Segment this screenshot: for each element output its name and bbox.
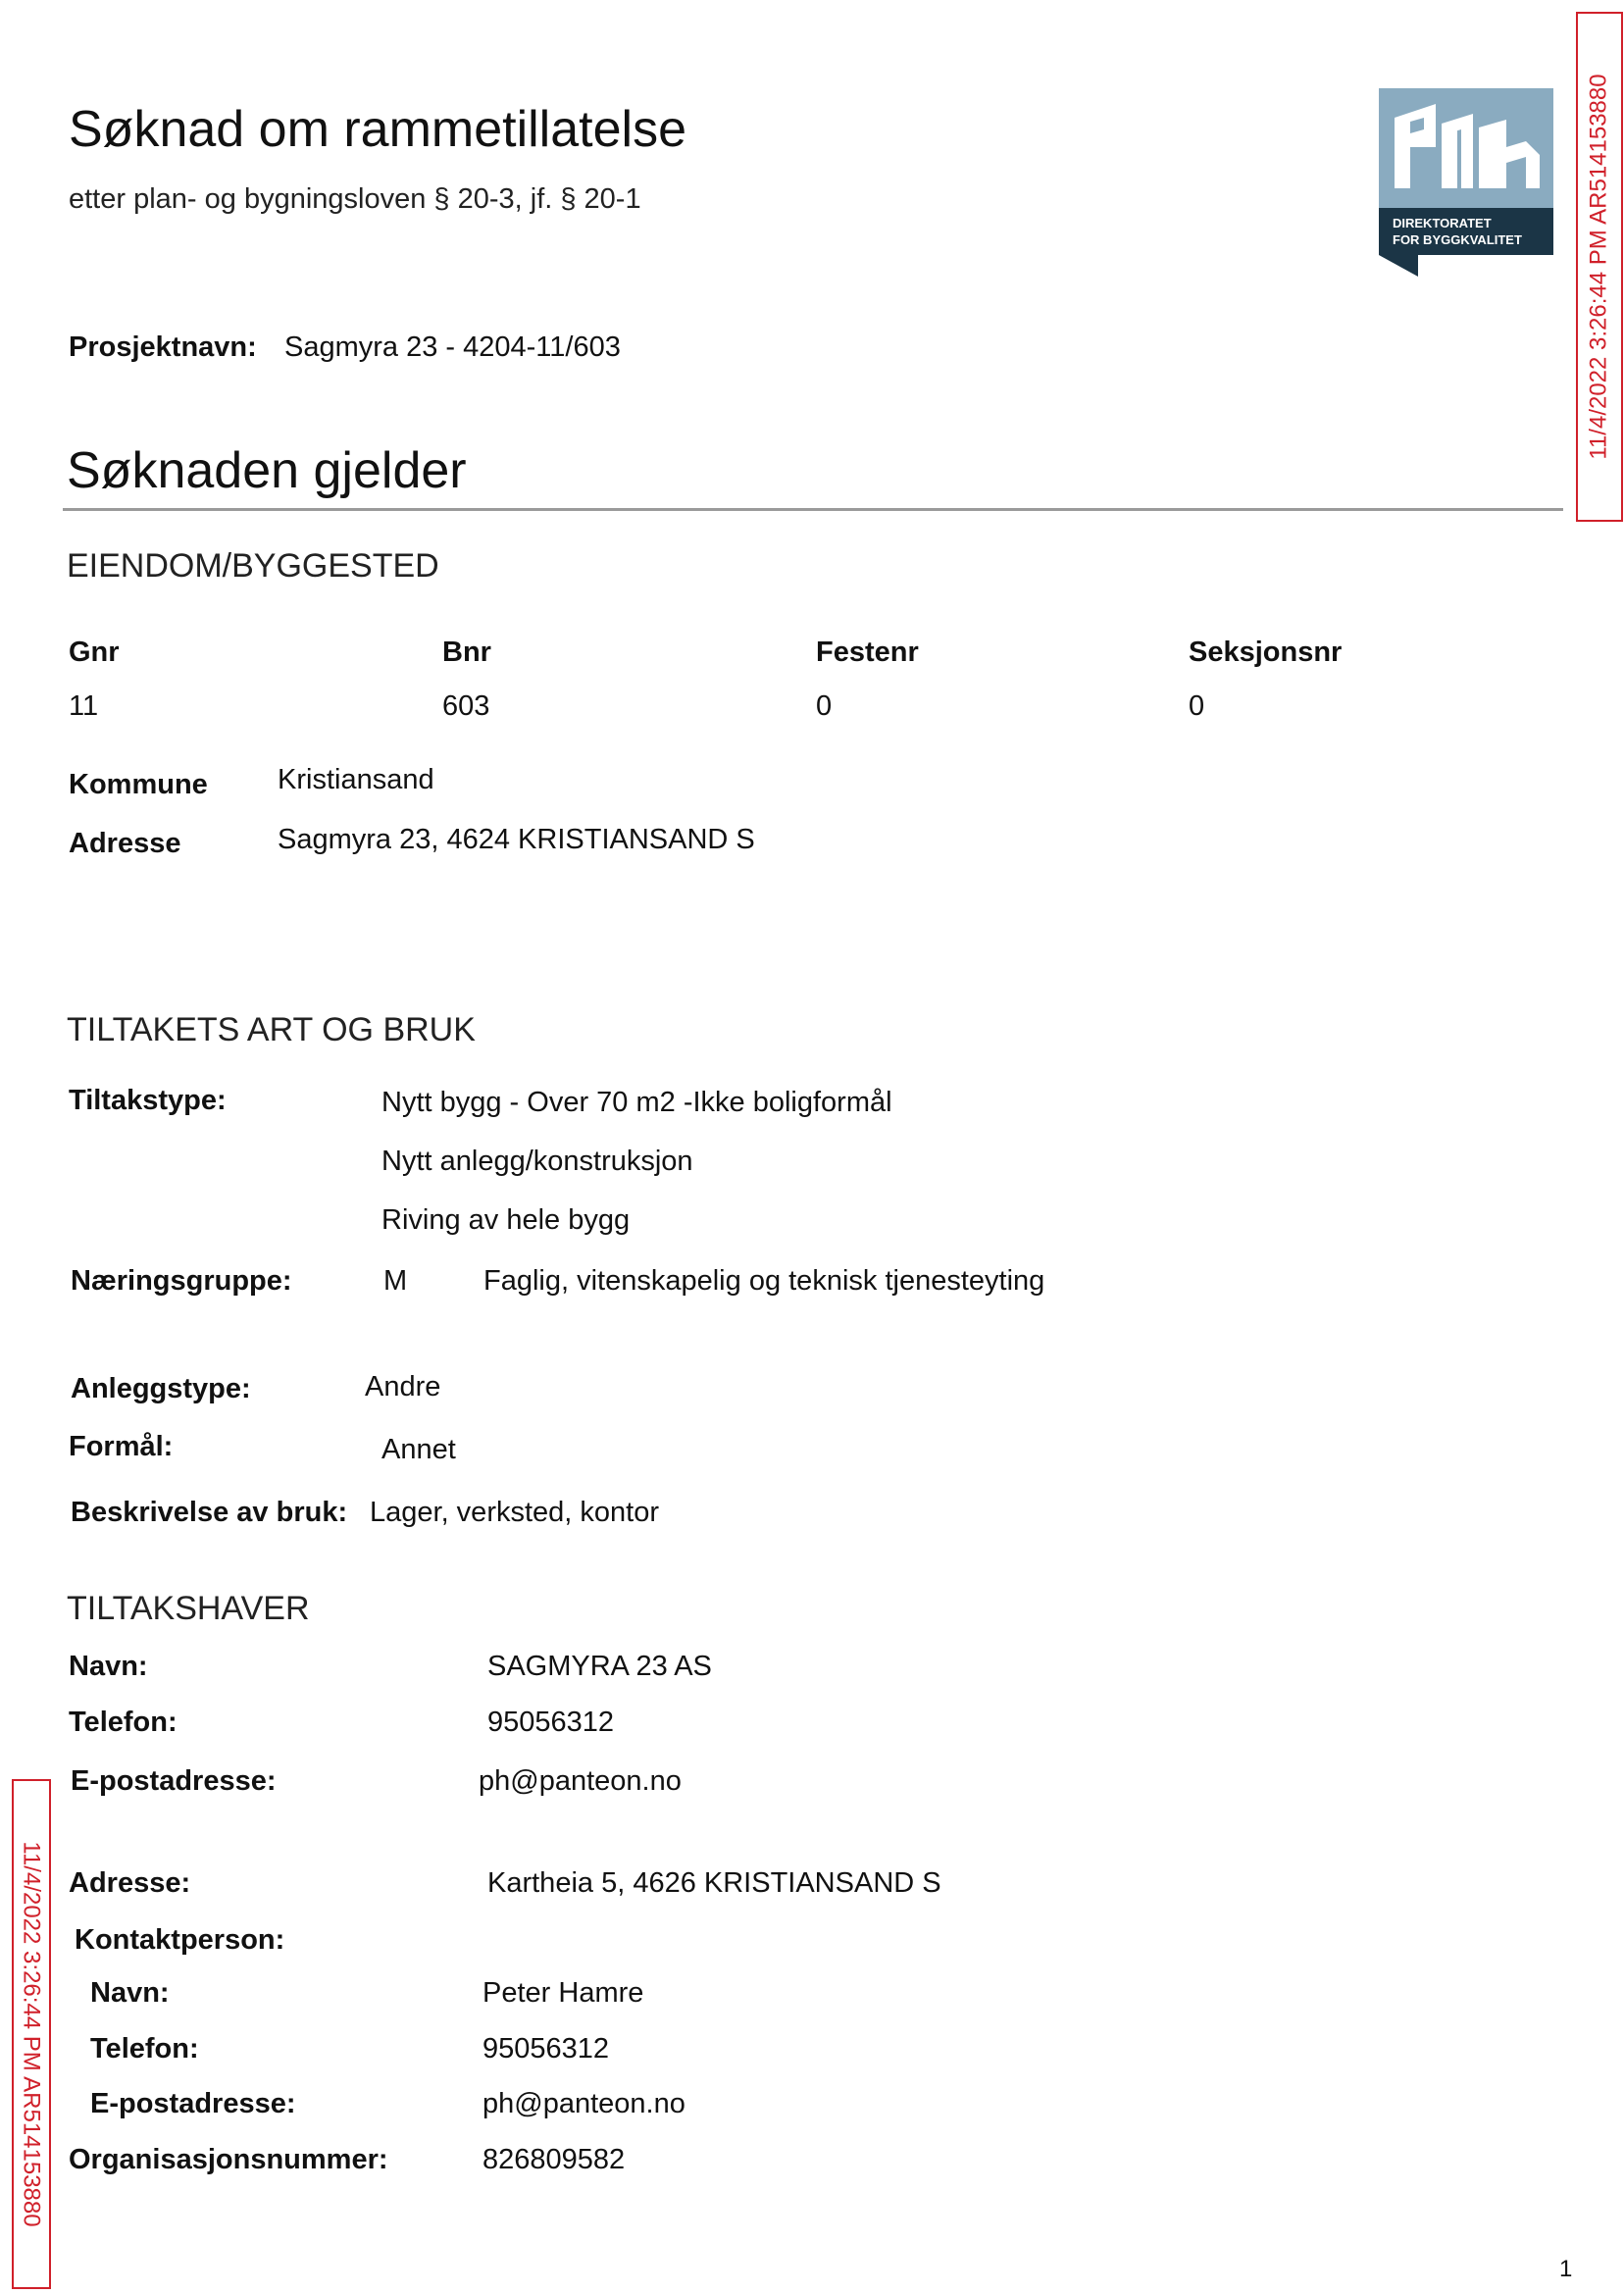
telefon-label: Telefon:: [69, 1707, 178, 1738]
tiltakshaver-adresse-label: Adresse:: [69, 1867, 191, 1899]
gnr-label: Gnr: [69, 637, 120, 668]
kontaktperson-label: Kontaktperson:: [75, 1924, 285, 1956]
anleggstype-label: Anleggstype:: [71, 1373, 251, 1404]
project-label: Prosjektnavn:: [69, 331, 257, 363]
document-subtitle: etter plan- og bygningsloven § 20-3, jf. § 20-1: [69, 183, 641, 215]
kontakt-epost-value: ph@panteon.no: [482, 2088, 685, 2119]
festenr-value: 0: [816, 690, 833, 722]
tiltak-heading: TILTAKETS ART OG BRUK: [67, 1011, 476, 1048]
naeringsgruppe-text: Faglig, vitenskapelig og teknisk tjenesteyting: [483, 1265, 1045, 1297]
epost-label: E-postadresse:: [71, 1765, 277, 1797]
epost-value: ph@panteon.no: [479, 1765, 682, 1797]
gnr-value: 11: [69, 690, 99, 722]
kontakt-navn-label: Navn:: [90, 1977, 170, 2009]
logo-graphic: [1379, 88, 1553, 277]
project-value: Sagmyra 23 - 4204-11/603: [284, 331, 621, 363]
date-stamp-text: 11/4/2022 3:26:44 PM AR514153880: [19, 1841, 45, 2227]
telefon-value: 95056312: [487, 1707, 615, 1738]
tiltakshaver-heading: TILTAKSHAVER: [67, 1590, 310, 1627]
tiltakshaver-adresse-value: Kartheia 5, 4626 KRISTIANSAND S: [487, 1867, 941, 1899]
page-number: 1: [1559, 2256, 1573, 2282]
kontakt-epost-label: E-postadresse:: [90, 2088, 296, 2119]
navn-value: SAGMYRA 23 AS: [487, 1651, 712, 1682]
org-label: Organisasjonsnummer:: [69, 2144, 388, 2175]
naeringsgruppe-label: Næringsgruppe:: [71, 1265, 292, 1297]
bnr-label: Bnr: [442, 637, 491, 668]
date-stamp-text: 11/4/2022 3:26:44 PM AR514153880: [1586, 74, 1612, 460]
navn-label: Navn:: [69, 1651, 148, 1682]
bruk-value: Lager, verksted, kontor: [370, 1497, 659, 1528]
kontakt-telefon-value: 95056312: [482, 2033, 610, 2065]
eiendom-heading: EIENDOM/BYGGESTED: [67, 547, 439, 585]
kommune-value: Kristiansand: [278, 764, 434, 795]
adresse-label: Adresse: [69, 828, 181, 859]
dibk-logo: [1379, 88, 1553, 277]
festenr-label: Festenr: [816, 637, 919, 668]
tiltakstype-item: Riving av hele bygg: [381, 1204, 631, 1236]
date-stamp-left: [12, 1779, 51, 2289]
kommune-label: Kommune: [69, 769, 208, 800]
org-value: 826809582: [482, 2144, 626, 2175]
seksjonsnr-label: Seksjonsnr: [1189, 637, 1343, 668]
tiltakstype-item: Nytt bygg - Over 70 m2 -Ikke boligformål: [381, 1087, 892, 1118]
formal-label: Formål:: [69, 1431, 174, 1462]
tiltakstype-item: Nytt anlegg/konstruksjon: [381, 1146, 693, 1177]
bruk-label: Beskrivelse av bruk:: [71, 1497, 348, 1528]
naeringsgruppe-code: M: [383, 1265, 408, 1297]
adresse-value: Sagmyra 23, 4624 KRISTIANSAND S: [278, 824, 755, 855]
section-divider: [63, 508, 1563, 511]
document-title: Søknad om rammetillatelse: [69, 101, 686, 158]
formal-value: Annet: [381, 1434, 456, 1465]
anleggstype-value: Andre: [365, 1371, 441, 1402]
bnr-value: 603: [442, 690, 490, 722]
kontakt-telefon-label: Telefon:: [90, 2033, 199, 2065]
logo-line1: DIREKTORATET: [1393, 216, 1492, 230]
seksjonsnr-value: 0: [1189, 690, 1205, 722]
date-stamp-top: [1576, 12, 1623, 522]
kontakt-navn-value: Peter Hamre: [482, 1977, 644, 2009]
logo-line2: FOR BYGGKVALITET: [1393, 232, 1522, 247]
section-heading: Søknaden gjelder: [67, 442, 467, 499]
tiltakstype-label: Tiltakstype:: [69, 1085, 227, 1116]
